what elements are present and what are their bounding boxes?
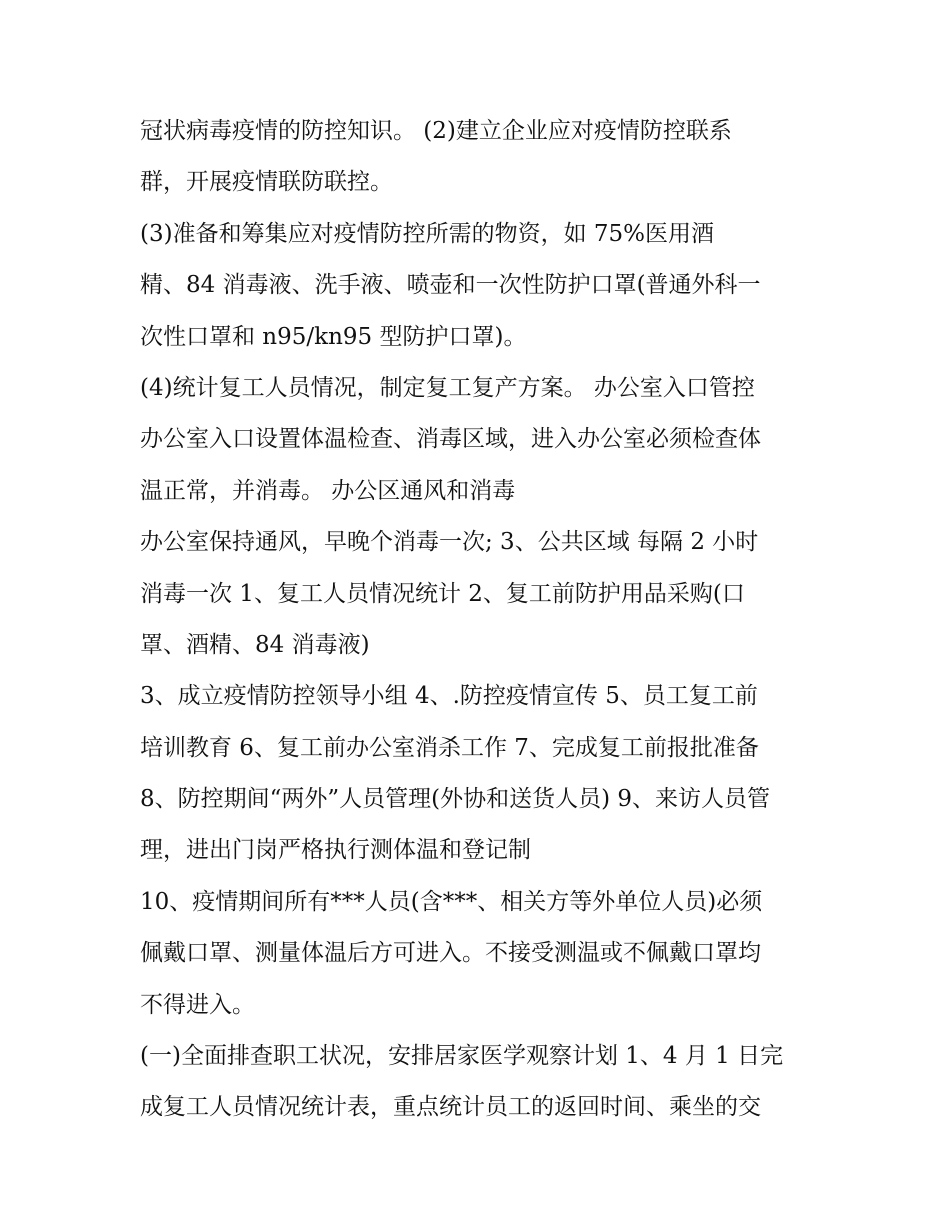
document-body	[140, 106, 820, 1134]
text-line: 3、成立疫情防控领导小组 4、.防控疫情宣传 5、员工复工前	[140, 683, 758, 710]
text-line: 群，开展疫情联防联控。	[140, 169, 393, 196]
text-line: 培训教育 6、复工前办公室消杀工作 7、完成复工前报批准备	[140, 734, 759, 761]
text-line: (一)全面排查职工状况，安排居家医学观察计划 1、4 月 1 日完	[140, 1043, 784, 1070]
text-line: 理，进出门岗严格执行测体温和登记制	[140, 837, 531, 864]
text-line: 8、防控期间“两外”人员管理(外协和送货人员) 9、来访人员管	[140, 786, 771, 813]
text-line: 精、84 消毒液、洗手液、喷壶和一次性防护口罩(普通外科一	[140, 272, 761, 299]
text-line: 佩戴口罩、测量体温后方可进入。不接受测温或不佩戴口罩均	[140, 940, 761, 967]
text-line: 10、疫情期间所有***人员(含***、相关方等外单位人员)必须	[140, 888, 763, 915]
text-line: 不得进入。	[140, 991, 255, 1018]
text-line: 冠状病毒疫情的防控知识。 (2)建立企业应对疫情防控联系	[140, 118, 732, 144]
text-line: 温正常，并消毒。 办公区通风和消毒	[140, 477, 516, 504]
text-line: 办公室保持通风，早晚个消毒一次; 3、公共区域 每隔 2 小时	[140, 529, 759, 556]
text-line: 罩、酒精、84 消毒液)	[140, 631, 370, 658]
text-line: 成复工人员情况统计表，重点统计员工的返回时间、乘坐的交	[140, 1094, 761, 1121]
text-line: 消毒一次 1、复工人员情况统计 2、复工前防护用品采购(口	[140, 580, 745, 607]
text-line: (3)准备和筹集应对疫情防控所需的物资，如 75%医用酒	[140, 220, 715, 247]
text-line: 次性口罩和 n95/kn95 型防护口罩)。	[140, 323, 527, 350]
text-line: (4)统计复工人员情况，制定复工复产方案。 办公室入口管控	[140, 374, 755, 401]
text-line: 办公室入口设置体温检查、消毒区域，进入办公室必须检查体	[140, 426, 761, 453]
